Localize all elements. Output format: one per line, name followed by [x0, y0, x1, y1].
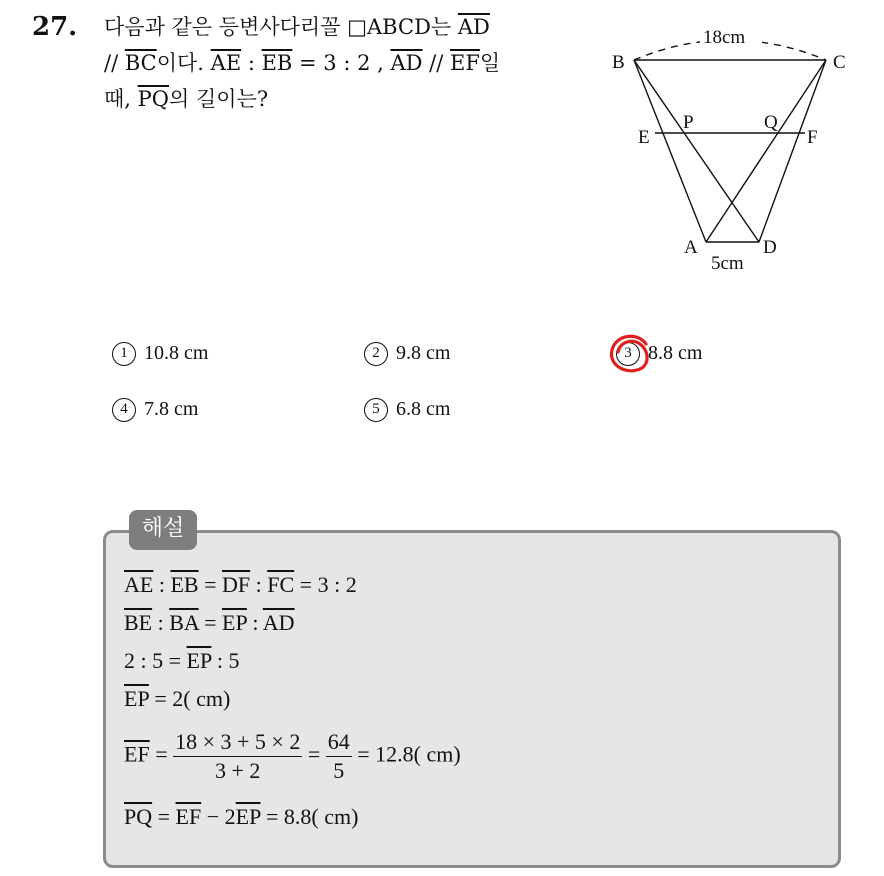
segment-pq: $\overline{PQ}$: [137, 87, 169, 111]
side-ba: [634, 60, 706, 242]
question-text-line1: 다음과 같은 등변사다리꼴 □ABCD는 $\overline{AD}$: [104, 15, 490, 39]
solution-line-5: $\overline{EF}$ = $\frac{18 \times 3 + 5 \times 2}{3 + 2}$ = $\frac{64}{5}$ = 12.8( cm): [124, 729, 461, 783]
label-top-length: 18cm: [703, 27, 746, 48]
choice-number: 4: [112, 398, 136, 422]
choice-number: 2: [364, 342, 388, 366]
choice-number: 5: [364, 398, 388, 422]
solution-line-1: $\overline{AE}$ : $\overline{EB} = \overline{DF}$ : $\overline{FC} = 3$ : 2: [124, 572, 357, 597]
label-b: B: [612, 52, 625, 73]
diagonal-ca: [706, 60, 826, 242]
choice-4[interactable]: 4 7.8 cm: [112, 398, 198, 422]
trapezoid-diagram: [604, 18, 864, 278]
fraction: $\frac{18 \times 3 + 5 \times 2}{3 + 2}$: [175, 729, 301, 783]
fraction: $\frac{64}{5}$: [327, 729, 350, 783]
choice-2[interactable]: 2 9.8 cm: [364, 342, 450, 366]
segment-eb: $\overline{EB}$: [261, 51, 293, 75]
diagonal-bd: [634, 60, 759, 242]
answer-mark-circle: [606, 330, 654, 378]
solution-line-2: $\overline{BE}$ : $\overline{BA} = \overline{EP}$ : $\overline{AD}$: [124, 610, 295, 635]
label-c: C: [833, 52, 846, 73]
segment-ef: $\overline{EF}$: [450, 51, 480, 75]
label-e: E: [638, 127, 650, 148]
solution-line-6: $\overline{PQ} = \overline{EF} - 2\overline{EP} = 8.8$( cm): [124, 804, 359, 829]
square-symbol: □: [347, 15, 368, 39]
label-d: D: [763, 237, 777, 258]
segment-ae: $\overline{AE}$: [210, 51, 242, 75]
choice-1[interactable]: 1 10.8 cm: [112, 342, 208, 366]
question-number: 27.: [32, 12, 78, 42]
solution-line-3: 2 : $5 = \overline{EP}$ : 5: [124, 648, 240, 673]
choice-5[interactable]: 5 6.8 cm: [364, 398, 450, 422]
label-p: P: [683, 112, 694, 133]
choice-number: 3: [616, 342, 640, 366]
side-cd: [759, 60, 826, 242]
segment-ad: $\overline{AD}$: [457, 15, 490, 39]
question-text-line3: 때, $\overline{PQ}$의 길이는?: [104, 87, 269, 111]
label-f: F: [807, 127, 818, 148]
label-q: Q: [764, 112, 778, 133]
label-a: A: [684, 237, 698, 258]
choice-number: 1: [112, 342, 136, 366]
solution-line-4: $\overline{EP} = 2$( cm): [124, 686, 231, 711]
solution-tag: 해설: [129, 510, 197, 550]
segment-bc: $\overline{BC}$: [124, 51, 157, 75]
segment-ad: $\overline{AD}$: [390, 51, 423, 75]
question-text-line2: // $\overline{BC}$이다. $\overline{AE}$ : $\overline{EB} = 3$ : 2 , $\overline{AD} // \overline{EF}$일: [104, 51, 501, 75]
label-bottom-length: 5cm: [711, 253, 744, 274]
choice-3[interactable]: 3 8.8 cm: [616, 342, 702, 366]
